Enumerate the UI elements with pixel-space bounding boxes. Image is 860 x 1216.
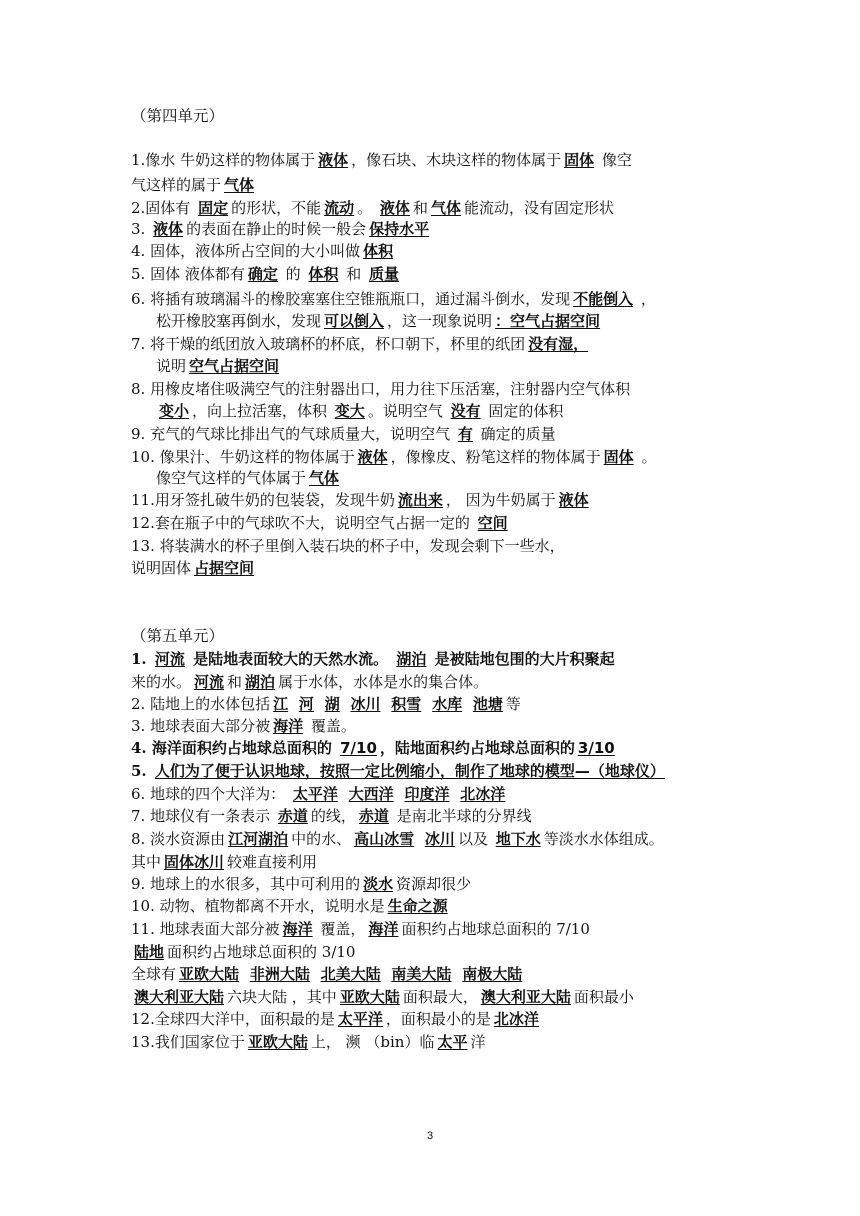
unit5-line-12 [131, 895, 451, 917]
unit4-line-12 [156, 400, 563, 422]
question-text: 其中 [131, 853, 162, 871]
answer-blank: 固体冰川 [164, 853, 225, 871]
question-text: 4. 海洋面积约占地球总面积的 [131, 739, 338, 757]
question-text: 以及 [457, 830, 493, 848]
question-text: 是陆地表面较大的天然水流。 [187, 650, 394, 668]
question-text: 13.我们国家位于 [131, 1033, 245, 1051]
question-text: 是被陆地包围的大片积聚起 [429, 650, 615, 668]
answer-blank: 占据空间 [194, 559, 255, 577]
question-text: 等淡水水体组成。 [543, 830, 664, 848]
question-text: 面积最小 [573, 988, 634, 1006]
question-text: 11. 地球表面大部分被 [131, 920, 280, 938]
question-text: 属于水体，水体是水的集合体。 [278, 673, 489, 691]
unit4-line-3 [131, 197, 614, 219]
question-text: 等 [505, 695, 521, 713]
question-text: 面积约占地球总面积的 3/10 [167, 943, 356, 961]
unit4-line-11 [131, 378, 630, 400]
answer-blank: 体积 [308, 265, 339, 283]
answer-blank: 江 [273, 695, 289, 713]
answer-blank: 南美大陆 [391, 965, 452, 983]
question-text: 2.固体有 [131, 199, 196, 217]
unit4-line-8 [156, 310, 603, 332]
question-text: 全球有 [131, 965, 177, 983]
unit5-line-11 [131, 873, 471, 895]
answer-blank: 湖泊 [396, 650, 427, 668]
unit5-line-9 [131, 828, 664, 850]
answer-blank: 澳大利亚大陆 [134, 988, 225, 1006]
question-text: 3. [131, 220, 151, 238]
unit4-line-6 [131, 263, 402, 285]
answer-blank: 保持水平 [369, 220, 430, 238]
question-text: 松开橡胶塞再倒水，发现 [156, 312, 322, 330]
question-text: ，陆地面积约占地球总面积的 [379, 739, 575, 757]
answer-blank: 液体 [318, 151, 349, 169]
answer-blank: 北冰洋 [460, 785, 506, 803]
question-text: 固定的体积 [483, 402, 564, 420]
question-text: 7. 将干燥的纸团放入玻璃杯的杯底，杯口朝下，杯里的纸团 [131, 335, 526, 353]
question-text: 。 [636, 448, 657, 466]
unit5-line-10 [131, 851, 317, 873]
answer-blank: 变小 [159, 402, 190, 420]
question-text: 确定的质量 [475, 425, 556, 443]
unit4-line-4 [131, 218, 432, 240]
answer-blank: 液体 [558, 491, 589, 509]
question-text: 6. 地球的四个大洋为： [131, 785, 290, 803]
question-text: 4. 固体，液体所占空间的大小叫做 [131, 242, 361, 260]
answer-blank: 有 [457, 425, 473, 443]
unit4-line-10 [156, 355, 282, 377]
question-text: 的 [280, 265, 306, 283]
answer-blank: 没有湿， [528, 335, 589, 353]
answer-blank: 3/10 [577, 739, 615, 757]
question-text: ， 因为牛奶属于 [445, 491, 556, 509]
answer-blank: 空气占据空间 [189, 357, 280, 375]
answer-blank: 地下水 [495, 830, 541, 848]
question-text: ，面积最小的是 [385, 1010, 491, 1028]
answer-blank: 积雪 [391, 695, 422, 713]
question-text: 说明固体 [131, 559, 192, 577]
question-text: 中的水、 [291, 830, 352, 848]
answer-blank: 没有 [450, 402, 481, 420]
unit4-line-14 [131, 446, 656, 468]
answer-blank: 气体 [224, 176, 255, 194]
question-text: 和 [412, 199, 428, 217]
answer-blank: 液体 [357, 448, 388, 466]
answer-blank: 湖泊 [245, 673, 276, 691]
unit4-line-1 [131, 149, 632, 171]
question-text: 2. 陆地上的水体包括 [131, 695, 271, 713]
question-text: 3. 地球表面大部分被 [131, 717, 271, 735]
answer-blank: 亚欧大陆 [339, 988, 400, 1006]
answer-blank: 陆地 [134, 943, 165, 961]
answer-blank: 太平洋 [292, 785, 338, 803]
unit5-line-3 [131, 693, 521, 715]
answer-blank: 高山冰雪 [354, 830, 415, 848]
unit5-line-4 [131, 715, 356, 737]
unit4-line-15 [156, 467, 342, 489]
question-text: 和 [227, 673, 243, 691]
answer-blank: 液体 [379, 199, 410, 217]
question-text: 上， 濒 （bin）临 [310, 1033, 435, 1051]
unit5-line-5 [131, 737, 618, 759]
question-text: 1.像水 牛奶这样的物体属于 [131, 151, 316, 169]
answer-blank: 7/10 [340, 739, 377, 757]
question-text: 面积约占地球总面积的 7/10 [401, 920, 590, 938]
question-text: 5. 固体 液体都有 [131, 265, 245, 283]
question-text [313, 965, 318, 983]
question-text: 说明 [156, 357, 187, 375]
answer-blank: 体积 [363, 242, 394, 260]
question-text: 较难直接利用 [227, 853, 318, 871]
answer-blank: 澳大利亚大陆 [480, 988, 571, 1006]
question-text [341, 785, 346, 803]
unit5-line-14 [131, 941, 355, 963]
question-text: 6. 将插有玻璃漏斗的橡胶塞塞住空锥瓶瓶口，通过漏斗倒水，发现 [131, 290, 571, 308]
question-text: 是南北半球的分界线 [391, 807, 532, 825]
answer-blank: 不能倒入 [573, 290, 634, 308]
answer-blank: 流动 [324, 199, 355, 217]
unit5-line-6 [131, 760, 668, 782]
question-text: 。说明空气 [367, 402, 448, 420]
question-text: 的线， [310, 807, 356, 825]
question-text: 13. 将装满水的杯子里倒入装石块的杯子中，发现会剩下一些水， [131, 537, 565, 555]
unit5-line-17 [131, 1008, 542, 1030]
question-text: 资源却很少 [396, 875, 472, 893]
answer-blank: 海洋 [368, 920, 399, 938]
answer-blank: 大西洋 [348, 785, 394, 803]
unit4-line-9 [131, 333, 591, 355]
question-text: 能流动，没有固定形状 [463, 199, 614, 217]
question-text: ，向上拉活塞，体积 [192, 402, 332, 420]
question-text: 8. 淡水资源由 [131, 830, 226, 848]
unit5-line-15 [131, 963, 525, 985]
unit4-line-18 [131, 535, 565, 557]
answer-blank: 江河湖泊 [228, 830, 289, 848]
answer-blank: ：空气占据空间 [495, 312, 601, 330]
unit4-line-13 [131, 423, 556, 445]
unit5-line-8 [131, 805, 532, 827]
unit4-title: （第四单元） [131, 107, 225, 125]
answer-blank: 非洲大陆 [249, 965, 310, 983]
question-text: 覆盖， [315, 920, 366, 938]
answer-blank: 固体 [564, 151, 595, 169]
unit4-line-2 [131, 174, 257, 196]
unit5-title: （第五单元） [131, 627, 225, 645]
question-text: 8. 用橡皮堵住吸满空气的注射器出口，用力往下压活塞，注射器内空气体积 [131, 380, 631, 398]
answer-blank: 质量 [368, 265, 399, 283]
question-text: 和 [341, 265, 366, 283]
question-text: 9. 充气的气球比排出气的气球质量大，说明空气 [131, 425, 455, 443]
answer-blank: 南极大陆 [462, 965, 523, 983]
question-text: 12.套在瓶子中的气球吹不大，说明空气占据一定的 [131, 514, 475, 532]
answer-blank: 水库 [432, 695, 463, 713]
question-text: 气这样的属于 [131, 176, 222, 194]
answer-blank: 固体 [603, 448, 634, 466]
unit4-line-17 [131, 512, 511, 534]
answer-blank: 太平洋 [337, 1010, 383, 1028]
unit5-line-7 [131, 783, 508, 805]
answer-blank: 印度洋 [404, 785, 450, 803]
answer-blank: 河流 [154, 650, 185, 668]
unit5-line-16 [131, 986, 634, 1008]
answer-blank: 液体 [153, 220, 184, 238]
unit4-line-19 [131, 557, 257, 579]
answer-blank: 冰川 [350, 695, 381, 713]
answer-blank: 河流 [194, 673, 225, 691]
answer-blank: 淡水 [363, 875, 394, 893]
answer-blank: 北美大陆 [320, 965, 381, 983]
unit5-line-2 [131, 671, 488, 693]
question-text: 像空 [597, 151, 632, 169]
question-text: 覆盖。 [306, 717, 356, 735]
question-text: 洋 [470, 1033, 486, 1051]
answer-blank: 亚欧大陆 [247, 1033, 308, 1051]
answer-blank: 赤道 [277, 807, 308, 825]
answer-blank: 太平 [437, 1033, 468, 1051]
answer-blank: 流出来 [397, 491, 443, 509]
answer-blank: 池塘 [472, 695, 503, 713]
answer-blank: 赤道 [358, 807, 389, 825]
answer-blank: 人们为了便于认识地球，按照一定比例缩小，制作了地球的模型—（地球仪） [154, 762, 665, 780]
question-text: 10. 动物、植物都离不开水，说明水是 [131, 897, 385, 915]
answer-blank: 海洋 [282, 920, 313, 938]
question-text [317, 695, 322, 713]
answer-blank: 湖 [324, 695, 340, 713]
answer-blank: 河 [298, 695, 314, 713]
question-text: 5. [131, 762, 152, 780]
answer-blank: 冰川 [424, 830, 455, 848]
page-number: 3 [426, 1130, 434, 1142]
unit4-line-5 [131, 240, 396, 262]
answer-blank: 确定 [247, 265, 278, 283]
question-text: 面积最大， [402, 988, 478, 1006]
question-text: 像空气这样的气体属于 [156, 469, 307, 487]
answer-blank: 固定 [198, 199, 229, 217]
question-text: 来的水。 [131, 673, 192, 691]
question-text: 的形状，不能 [231, 199, 322, 217]
unit5-line-1 [131, 648, 615, 670]
answer-blank: 气体 [430, 199, 461, 217]
answer-blank: 生命之源 [387, 897, 448, 915]
question-text: ，这一现象说明 [387, 312, 493, 330]
answer-blank: 空间 [477, 514, 508, 532]
answer-blank: 可以倒入 [324, 312, 385, 330]
question-text: 9. 地球上的水很多，其中可利用的 [131, 875, 361, 893]
question-text: 的表面在静止的时候一般会 [186, 220, 367, 238]
answer-blank: 北冰洋 [493, 1010, 539, 1028]
question-text: ， [636, 290, 656, 308]
answer-blank: 变大 [334, 402, 365, 420]
question-text: 7. 地球仪有一条表示 [131, 807, 275, 825]
unit4-line-7 [131, 288, 656, 310]
unit5-line-18 [131, 1031, 486, 1053]
unit4-line-16 [131, 489, 592, 511]
question-text: 11.用牙签扎破牛奶的包装袋，发现牛奶 [131, 491, 395, 509]
answer-blank: 亚欧大陆 [179, 965, 240, 983]
question-text: ，像橡皮、粉笔这样的物体属于 [390, 448, 601, 466]
question-text: ，像石块、木块这样的物体属于 [351, 151, 562, 169]
question-text: 1. [131, 650, 152, 668]
question-text: 10. 像果汁、牛奶这样的物体属于 [131, 448, 355, 466]
question-text: 六块大陆 ，其中 [227, 988, 337, 1006]
answer-blank: 海洋 [273, 717, 304, 735]
question-text: 。 [357, 199, 377, 217]
unit5-line-13 [131, 918, 590, 940]
question-text: 12.全球四大洋中，面积最的是 [131, 1010, 335, 1028]
answer-blank: 气体 [309, 469, 340, 487]
